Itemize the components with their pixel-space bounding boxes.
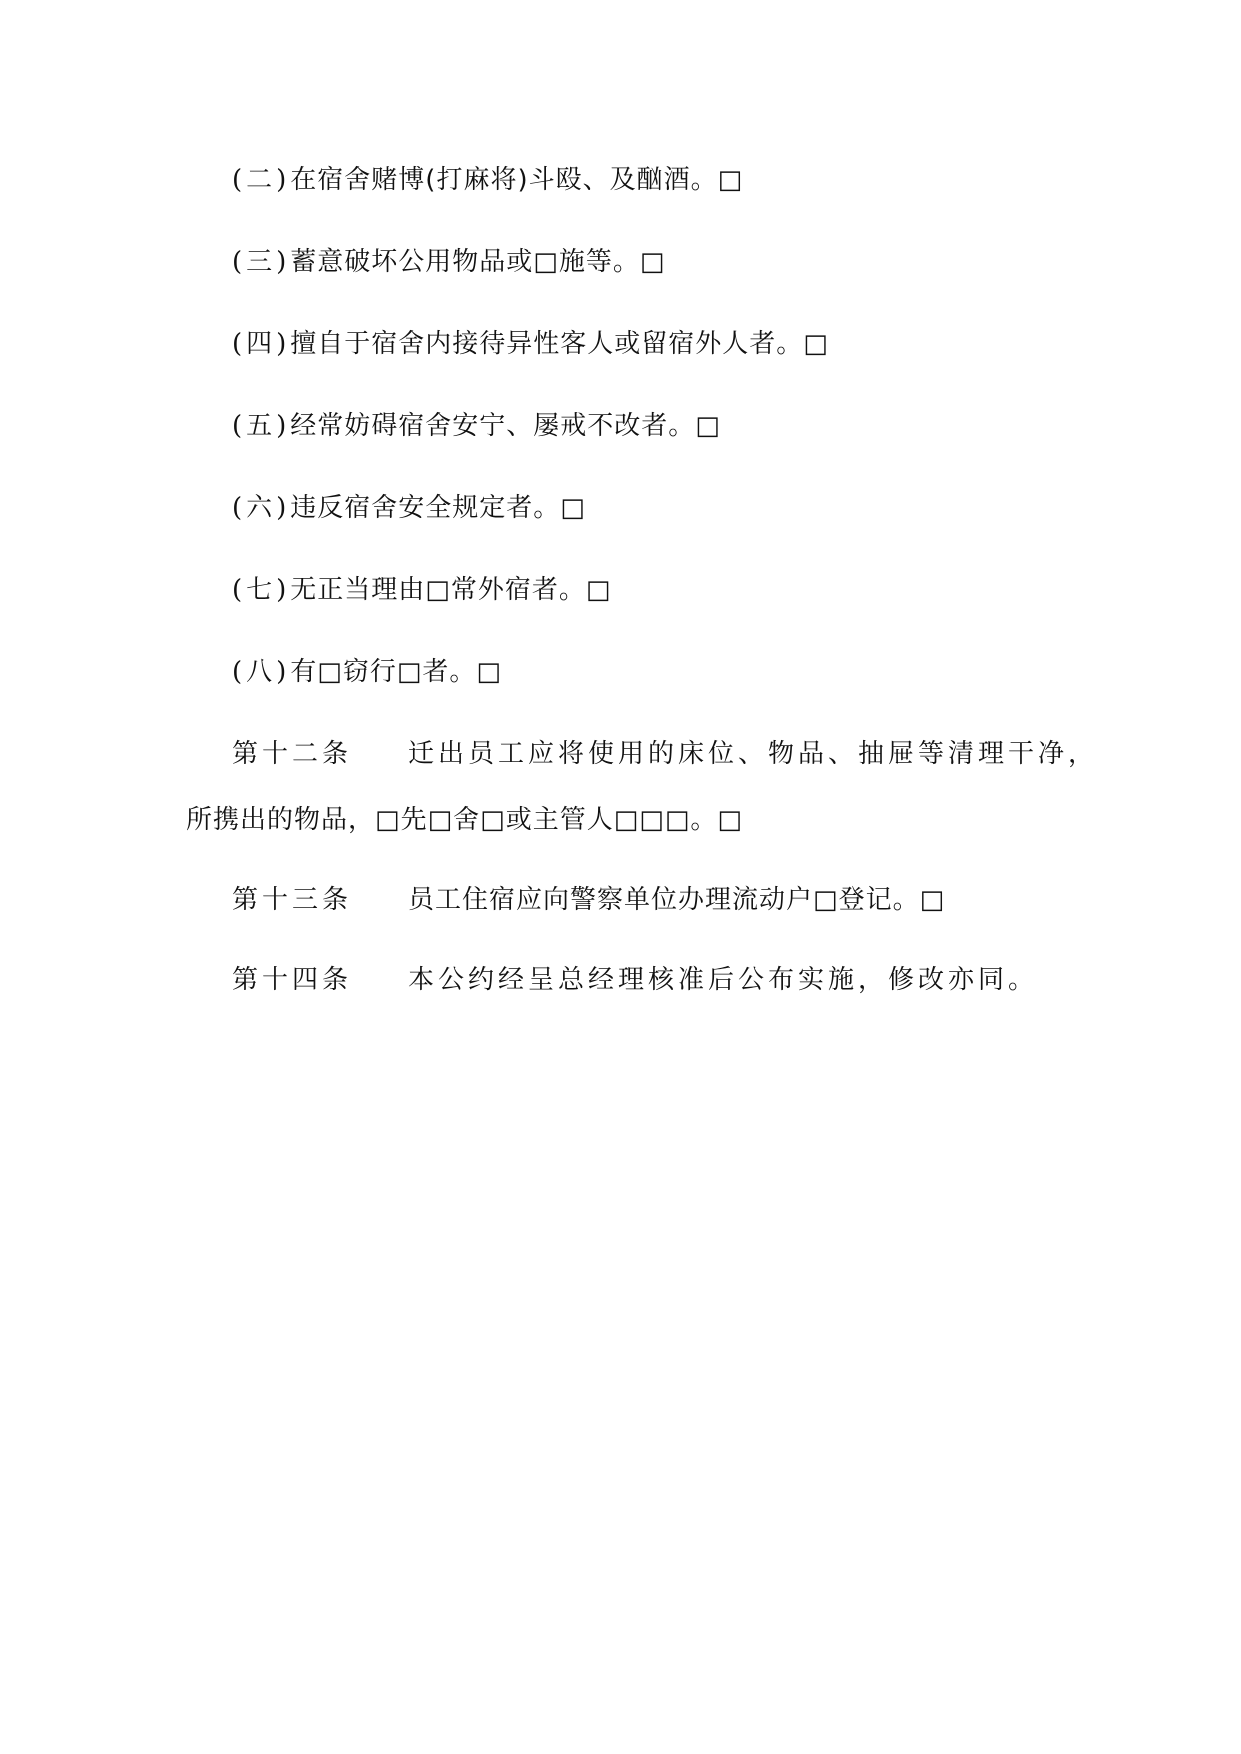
- article-12-continuation: 所携出的物品，□先□舍□或主管人□□□。□: [186, 805, 743, 835]
- item-text: 蓄意破坏公用物品或□施等。□: [290, 247, 666, 277]
- item-text: 违反宿舍安全规定者。□: [290, 493, 586, 523]
- item-text: 无正当理由□常外宿者。□: [290, 575, 612, 605]
- article-13-heading: 第十三条: [232, 885, 353, 915]
- list-item-8: [232, 655, 502, 689]
- item-text: 在宿舍赌博(打麻将)斗殴、及酗酒。□: [290, 165, 744, 195]
- list-item-7: [232, 573, 611, 607]
- item-text: 擅自于宿舍内接待异性客人或留宿外人者。□: [290, 329, 829, 359]
- article-12-heading: 第十二条: [232, 739, 353, 769]
- article-14-text: 本公约经呈总经理核准后公布实施，修改亦同。: [408, 965, 1039, 995]
- item-marker: (六): [232, 493, 291, 523]
- item-marker: (三): [232, 247, 291, 277]
- list-item-5: [232, 409, 721, 443]
- item-text: 经常妨碍宿舍安宁、屡戒不改者。□: [290, 411, 721, 441]
- item-marker: (五): [232, 411, 291, 441]
- article-13-text: 员工住宿应向警察单位办理流动户□登记。□: [408, 885, 946, 915]
- item-text: 有□窃行□者。□: [290, 657, 502, 687]
- item-marker: (四): [232, 329, 291, 359]
- list-item-3: [232, 245, 665, 279]
- item-marker: (八): [232, 657, 291, 687]
- list-item-2: [232, 163, 743, 197]
- article-14-heading: 第十四条: [232, 965, 353, 995]
- item-marker: (七): [232, 575, 291, 605]
- item-marker: (二): [232, 165, 291, 195]
- article-12-text: 迁出员工应将使用的床位、物品、抽屉等清理干净，: [408, 739, 1099, 769]
- list-item-4: [232, 327, 829, 361]
- list-item-6: [232, 491, 586, 525]
